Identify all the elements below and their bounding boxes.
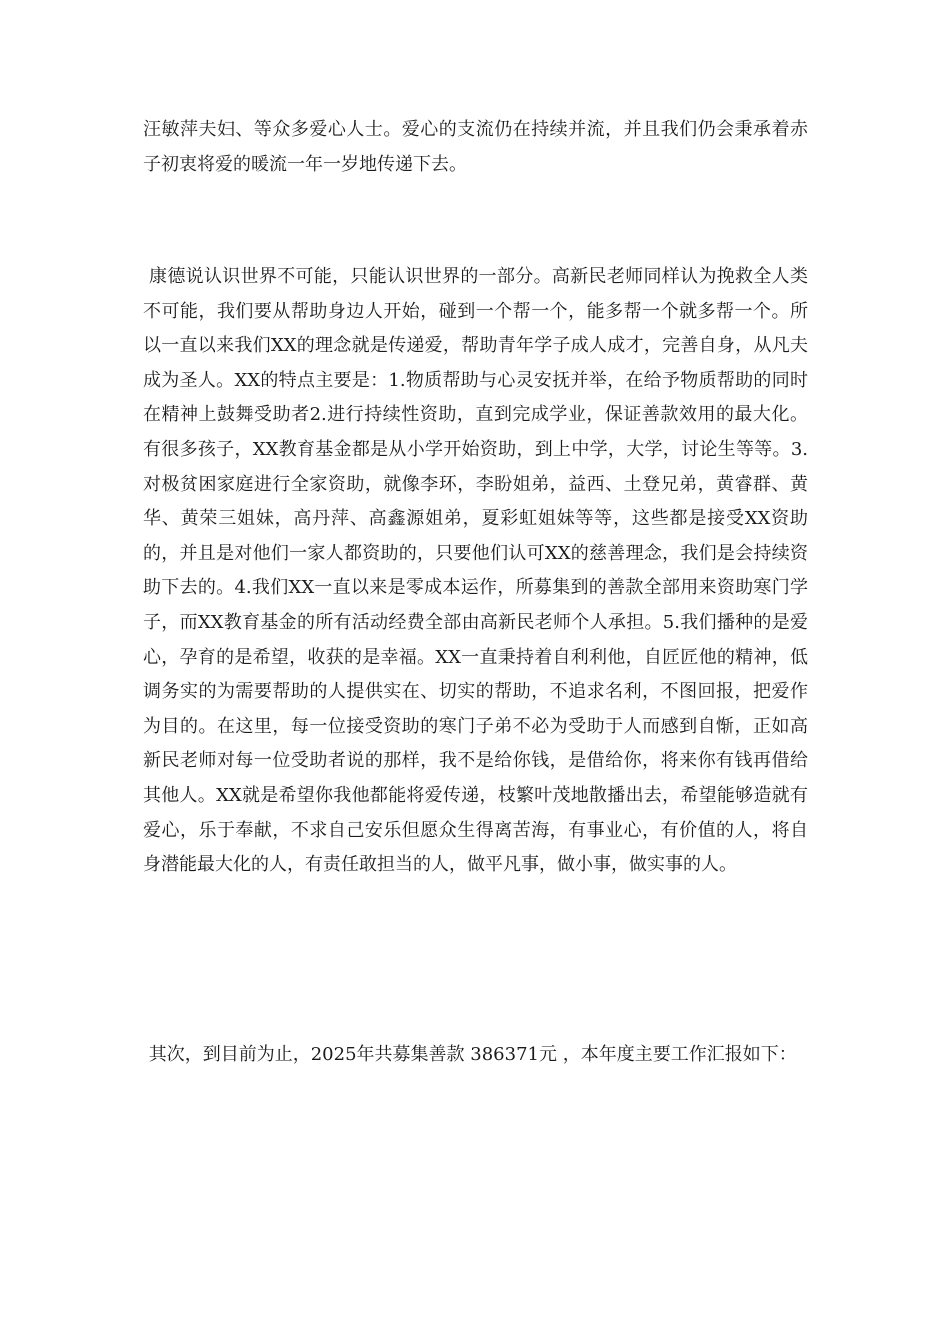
paragraph-fundraising-summary: 其次，到目前为止，2025年共募集善款 386371元 ，本年度主要工作汇报如下： — [143, 1044, 797, 1065]
paragraph-donors: 汪敏萍夫妇、等众多爱心人士。爱心的支流仍在持续并流，并且我们仍会秉承着赤子初衷将爱的暖流一年一岁地传递下去。 — [143, 119, 808, 175]
paragraph-philosophy: 康德说认识世界不可能，只能认识世界的一部分。高新民老师同样认为挽救全人类不可能，我们要从帮助身边人开始，碰到一个帮一个，能多帮一个就多帮一个。所以一直以来我们XX的理念就是传递爱，帮助青年学子成人成才，完善自身，从凡夫成为圣人。XX的特点主要是：1.物质帮助与心灵安抚并举，在给予物质帮助的同时在精神上鼓舞受助者2.进行持续性资助，直到完成学业，保证善款效用的最大化。有很多孩子，XX教育基金都是从小学开始资助，到上中学，大学，讨论生等等。3.对极贫困家庭进行全家资助，就像李环，李盼姐弟，益西、土登兄弟，黄睿群、黄华、黄荣三姐妹，高丹萍、高鑫源姐弟，夏彩虹姐妹等等，这些都是接受XX资助的，并且是对他们一家人都资助的，只要他们认可XX的慈善理念，我们是会持续资助下去的。4.我们XX一直以来是零成本运作，所募集到的善款全部用来资助寒门学子，而XX教育基金的所有活动经费全部由高新民老师个人承担。5.我们播种的是爱心，孕育的是希望，收获的是幸福。XX一直秉持着自利利他，自匠匠他的精神，低调务实的为需要帮助的人提供实在、切实的帮助，不追求名利，不图回报，把爱作为目的。在这里，每一位接受资助的寒门子弟不必为受助于人而感到自惭，正如高新民老师对每一位受助者说的那样，我不是给你钱，是借给你，将来你有钱再借给其他人。XX就是希望你我他都能将爱传递，枝繁叶茂地散播出去，希望能够造就有爱心，乐于奉献，不求自己安乐但愿众生得离苦海，有事业心，有价值的人，将自身潜能最大化的人，有责任敢担当的人，做平凡事，做小事，做实事的人。 — [143, 266, 808, 876]
